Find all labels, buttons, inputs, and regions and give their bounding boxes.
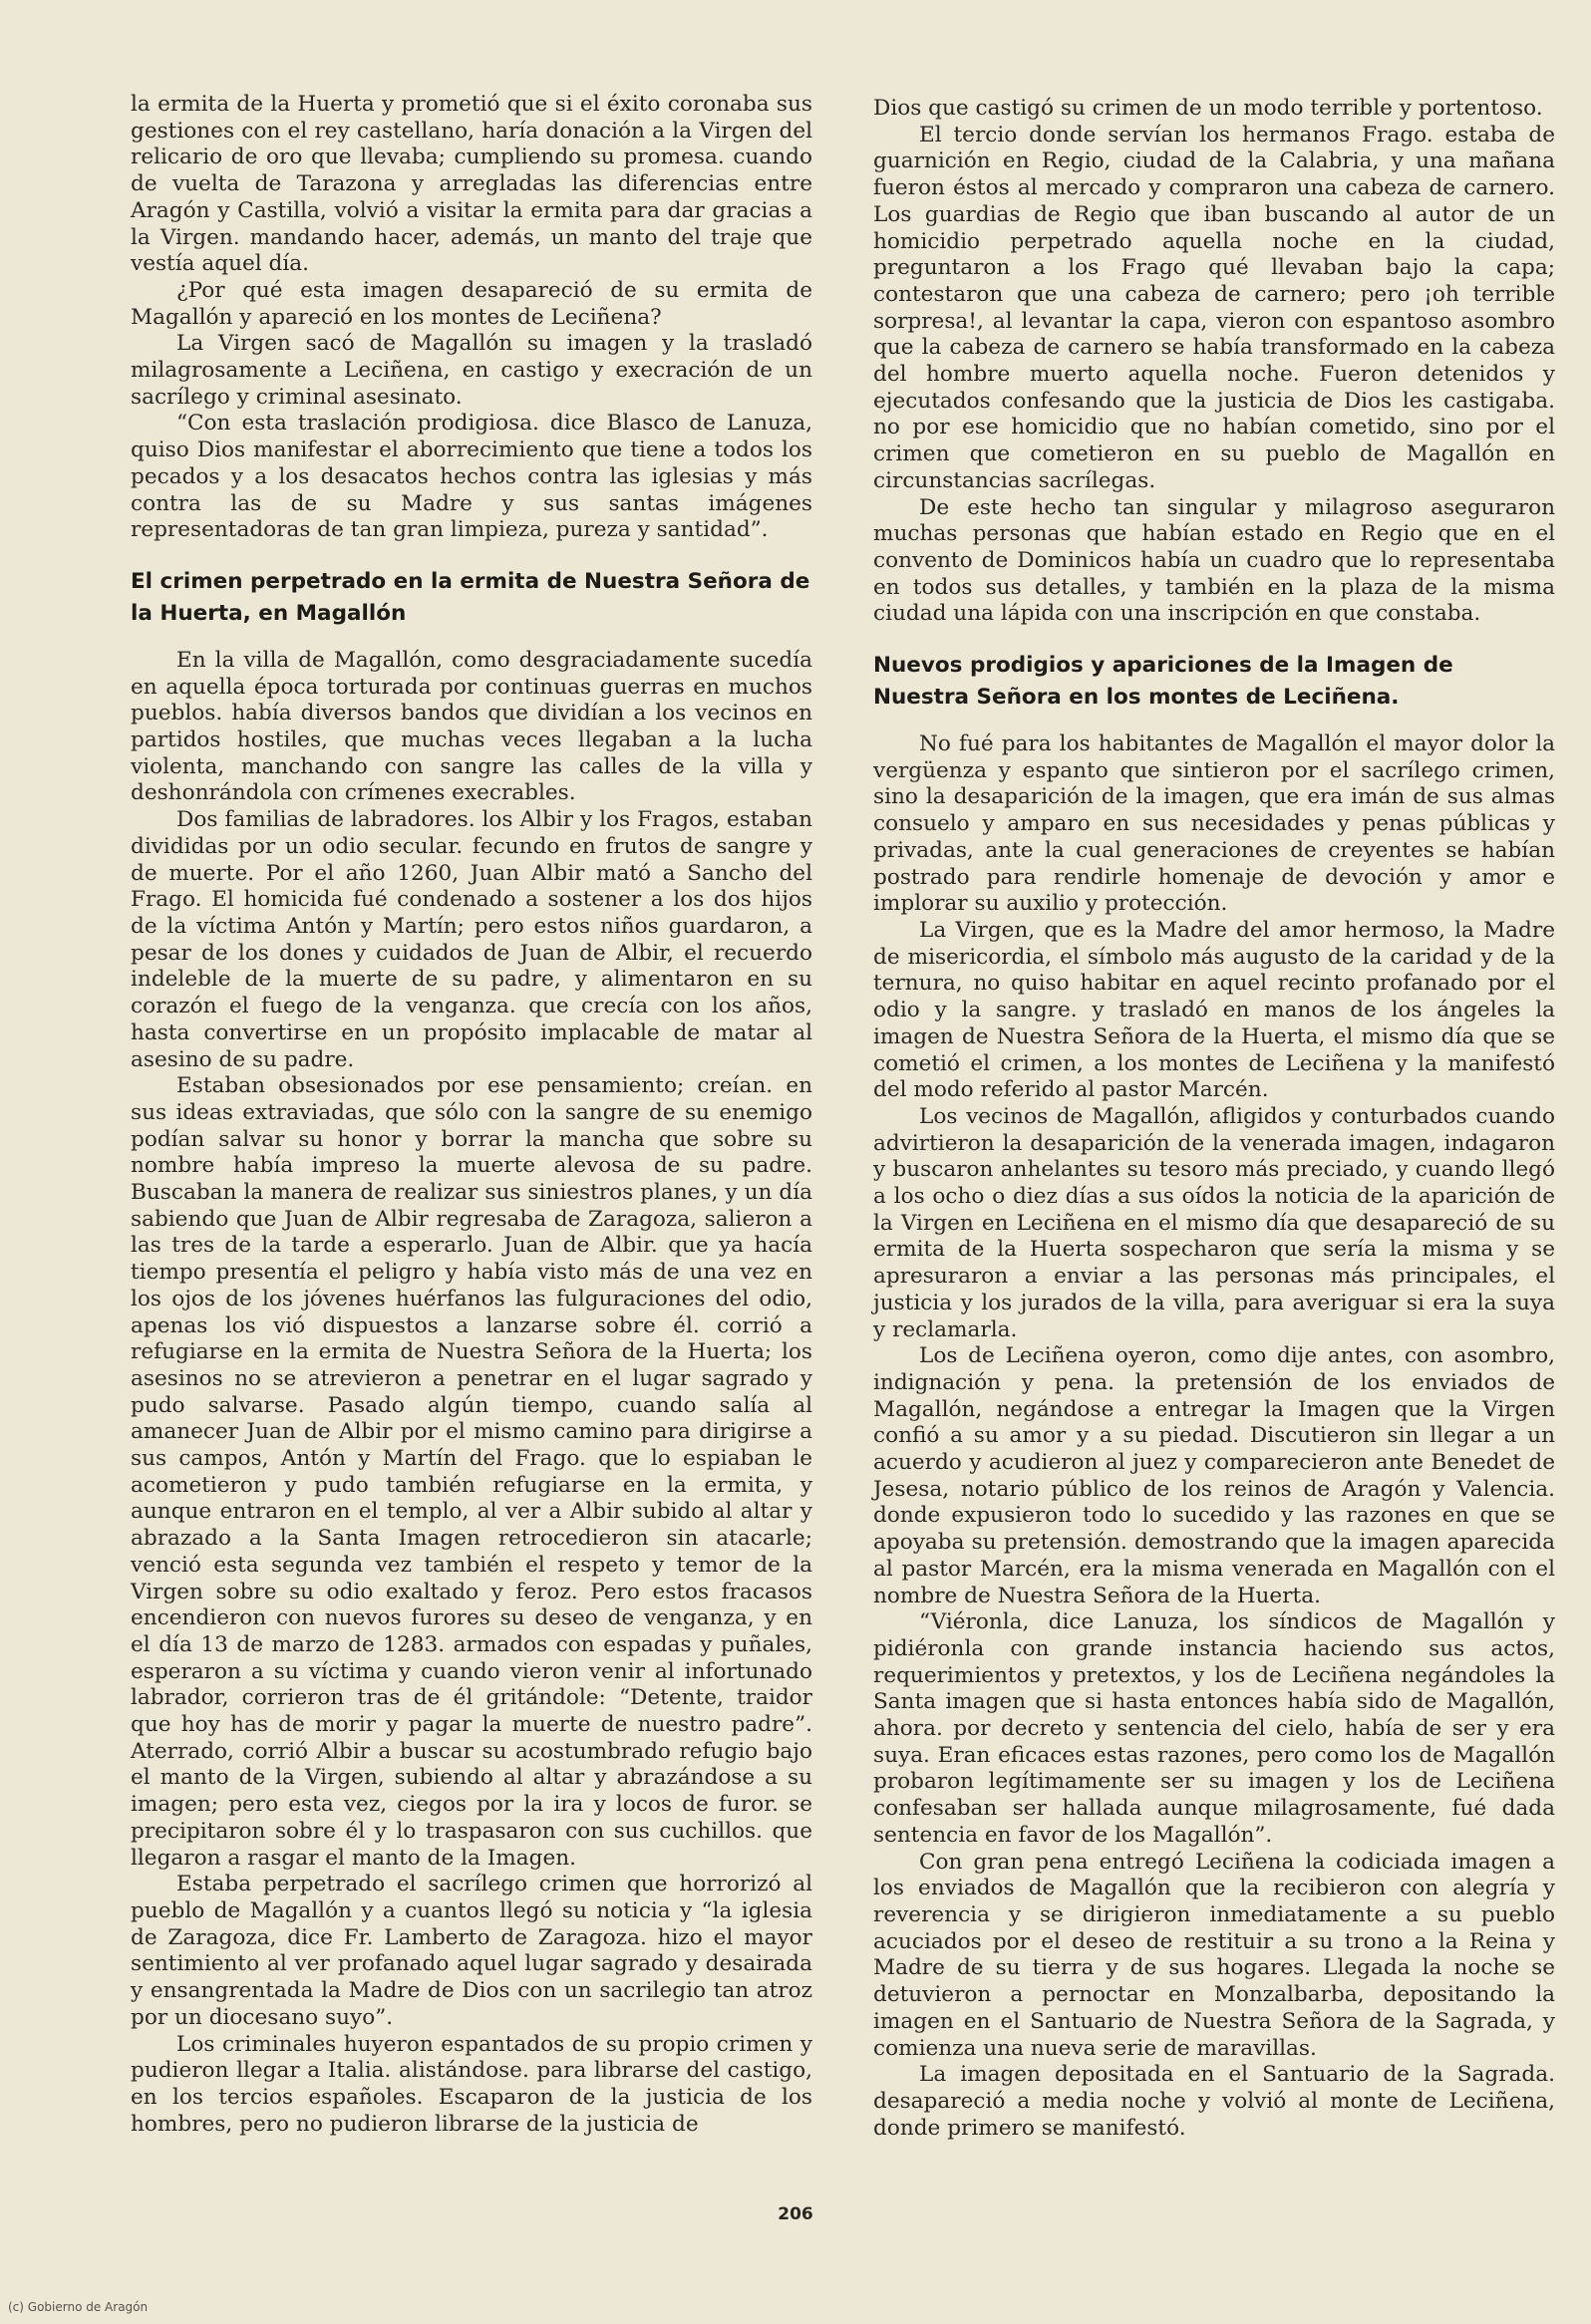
paragraph: ¿Por qué esta imagen desapareció de su ermita de Magallón y apareció en los montes de Leciñena? [131,277,812,330]
paragraph: Con gran pena entregó Leciñena la codiciada imagen a los enviados de Magallón que la recibieron con alegría y reverencia y se dirigieron inmediatamente a su pueblo acuciados por el deseo de restituir a su trono a la Reina y Madre de su tierra y de sus hogares. Llegada la noche se detuvieron a pernoctar en Monzalbarba, depositando la imagen en el Santuario de Nuestra Señora de la Sagrada, y comienza una nueva serie de maravillas. [873,1849,1555,2061]
copyright-credit: (c) Gobierno de Aragón [8,2300,149,2314]
paragraph: La Virgen sacó de Magallón su imagen y la trasladó milagrosamente a Leciñena, en castigo y execración de un sacrílego y criminal asesinato. [131,331,812,410]
right-column [873,96,1555,2142]
page-number: 206 [778,2204,813,2224]
paragraph: De este hecho tan singular y milagroso aseguraron muchas personas que habían estado en Regio que en el convento de Dominicos había un cuadro que lo representaba en todos sus detalles, y también en la plaza de la misma ciudad una lápida con una inscripción en que constaba. [873,494,1555,627]
paragraph: “Con esta traslación prodigiosa. dice Blasco de Lanuza, quiso Dios manifestar el aborrecimiento que tiene a todos los pecados y a los desacatos hechos contra las iglesias y más contra las de su Madre y sus santas imágenes representadoras de tan gran limpieza, pureza y santidad”. [131,411,812,543]
paragraph: Los vecinos de Magallón, afligidos y conturbados cuando advirtieron la desaparición de la venerada imagen, indagaron y buscaron anhelantes su tesoro más preciado, y cuando llegó a los ocho o diez días a sus oídos la noticia de la aparición de la Virgen en Leciñena en el mismo día que desapareció de su ermita de la Huerta sospecharon que sería la misma y se apresuraron a enviar a las personas más principales, el justicia y los jurados de la villa, para averiguar si era la suya y reclamarla. [873,1103,1555,1342]
paragraph: la ermita de la Huerta y prometió que si el éxito coronaba sus gestiones con el rey castellano, haría donación a la Virgen del relicario de oro que llevaba; cumpliendo su promesa. cuando de vuelta de Tarazona y arregladas las diferencias entre Aragón y Castilla, volvió a visitar la ermita para dar gracias a la Virgen. mandando hacer, además, un manto del traje que vestía aquel día. [131,92,812,277]
left-column [131,92,812,2138]
paragraph: La imagen depositada en el Santuario de la Sagrada. desapareció a media noche y volvió al monte de Leciñena, donde primero se manifestó. [873,2062,1555,2141]
paragraph: Los criminales huyeron espantados de su propio crimen y pudieron llegar a Italia. alistándose. para librarse del castigo, en los tercios españoles. Escaparon de la justicia de los hombres, pero no pudieron librarse de la justicia de [131,2031,812,2137]
paragraph: Estaban obsesionados por ese pensamiento; creían. en sus ideas extraviadas, que sólo con la sangre de su enemigo podían salvar su honor y borrar la mancha que sobre su nombre había impreso la muerte alevosa de su padre. Buscaban la manera de realizar sus siniestros planes, y un día sabiendo que Juan de Albir regresaba de Zaragoza, salieron a las tres de la tarde a esperarlo. Juan de Albir. que ya hacía tiempo presentía el peligro y había visto más de una vez en los ojos de los jóvenes huérfanos las fulguraciones del odio, apenas los vió dispuestos a lanzarse sobre él. corrió a refugiarse en la ermita de Nuestra Señora de la Huerta; los asesinos no se atrevieron a penetrar en el lugar sagrado y pudo salvarse. Pasado algún tiempo, cuando salía al amanecer Juan de Albir por el mismo camino para dirigirse a sus campos, Antón y Martín del Frago. que lo espiaban le acometieron y pudo también refugiarse en la ermita, y aunque entraron en el templo, al ver a Albir subido al altar y abrazado a la Santa Imagen retrocedieron sin atacarle; venció esta segunda vez también el respeto y temor de la Virgen sobre su odio exaltado y feroz. Pero estos fracasos encendieron con nuevos furores su deseo de venganza, y en el día 13 de marzo de 1283. armados con espadas y puñales, esperaron a su víctima y cuando vieron venir al infortunado labrador, corrieron tras de él gritándole: “Detente, traidor que hoy has de morir y pagar la muerte de nuestro padre”. Aterrado, corrió Albir a buscar su acostumbrado refugio bajo el manto de la Virgen, subiendo al altar y abrazándose a su imagen; pero esta vez, ciegos por la ira y locos de furor. se precipitaron sobre él y lo traspasaron con sus cuchillos. que llegaron a rasgar el manto de la Imagen. [131,1073,812,1871]
paragraph: Estaba perpetrado el sacrílego crimen que horrorizó al pueblo de Magallón y a cuantos llegó su noticia y “la iglesia de Zaragoza, dice Fr. Lamberto de Zaragoza. hizo el mayor sentimiento al ver profanado aquel lugar sagrado y desairada y ensangrentada la Madre de Dios con un sacrilegio tan atroz por un diocesano suyo”. [131,1872,812,2030]
paragraph: Los de Leciñena oyeron, como dije antes, con asombro, indignación y pena. la pretensión de los enviados de Magallón, negándose a entregar la Imagen que la Virgen confió a su amor y a su piedad. Discutieron sin llegar a un acuerdo y acudieron al juez y comparecieron ante Benedet de Jesesa, notario público de los reinos de Aragón y Valencia. donde expusieron todo lo sucedido y las razones en que se apoyaba su pretensión. demostrando que la imagen aparecida al pastor Marcén, era la misma venerada en Magallón con el nombre de Nuestra Señora de la Huerta. [873,1343,1555,1608]
paragraph: La Virgen, que es la Madre del amor hermoso, la Madre de misericordia, el símbolo más augusto de la caridad y de la ternura, no quiso habitar en aquel recinto profanado por el odio y la sangre. y trasladó en manos de los ángeles la imagen de Nuestra Señora de la Huerta, el mismo día que se cometió el crimen, a los montes de Leciñena y la manifestó del modo referido al pastor Marcén. [873,917,1555,1103]
section-heading: El crimen perpetrado en la ermita de Nuestra Señora de la Huerta, en Magallón [131,568,810,626]
paragraph: “Viéronla, dice Lanuza, los síndicos de Magallón y pidiéronla con grande instancia haciendo sus actos, requerimientos y pretextos, y los de Leciñena negándoles la Santa imagen que si hasta entonces había sido de Magallón, ahora. por decreto y sentencia del cielo, había de ser y era suya. Eran eficaces estas razones, pero como los de Magallón probaron legítimamente ser su imagen y los de Leciñena confesaban ser hallada aunque milagrosamente, fué dada sentencia en favor de los Magallón”. [873,1609,1555,1848]
paragraph: Dos familias de labradores. los Albir y los Fragos, estaban divididas por un odio secular. fecundo en frutos de sangre y de muerte. Por el año 1260, Juan Albir mató a Sancho del Frago. El homicida fué condenado a sostener a los dos hijos de la víctima Antón y Martín; pero estos niños guardaron, a pesar de los dones y cuidados de Juan de Albir, el recuerdo indeleble de la muerte de su padre, y alimentaron en su corazón el fuego de la venganza. que crecía con los años, hasta convertirse en un propósito implacable de matar al asesino de su padre. [131,807,812,1072]
section-heading: Nuevos prodigios y apariciones de la Imagen de Nuestra Señora en los montes de Leciñena. [873,653,1453,711]
paragraph: No fué para los habitantes de Magallón el mayor dolor la vergüenza y espanto que sintieron por el sacrílego crimen, sino la desaparición de la imagen, que era imán de sus almas consuelo y amparo en sus necesidades y penas públicas y privadas, ante la cual generaciones de creyentes se habían postrado para rendirle homenaje de devoción y amor e implorar su auxilio y protección. [873,731,1555,917]
paragraph: Dios que castigó su crimen de un modo terrible y portentoso. [873,96,1543,121]
paragraph: El tercio donde servían los hermanos Frago. estaba de guarnición en Regio, ciudad de la Calabria, y una mañana fueron éstos al mercado y compraron una cabeza de carnero. Los guardias de Regio que iban buscando al autor de un homicidio perpetrado aquella noche en la ciudad, preguntaron a los Frago qué llevaban bajo la capa; contestaron que una cabeza de carnero; pero ¡oh terrible sorpresa!, al levantar la capa, vieron con espantoso asombro que la cabeza de carnero se había transformado en la cabeza del hombre muerto aquella noche. Fueron detenidos y ejecutados confesando que la justicia de Dios les castigaba. no por ese homicidio que no habían cometido, sino por el crimen que cometieron en su pueblo de Magallón en circunstancias sacrílegas. [873,122,1555,493]
paragraph: En la villa de Magallón, como desgraciadamente sucedía en aquella época torturada por continuas guerras en muchos pueblos. había diversos bandos que dividían a los vecinos en partidos hostiles, que muchas veces llegaban a la lucha violenta, manchando con sangre las calles de la villa y deshonrándola con crímenes execrables. [131,647,812,806]
